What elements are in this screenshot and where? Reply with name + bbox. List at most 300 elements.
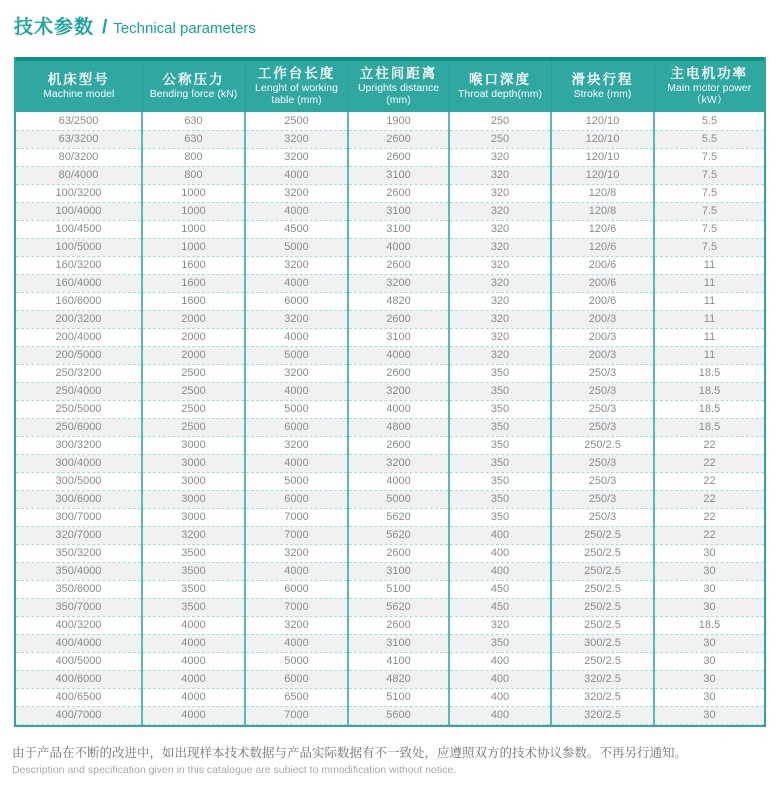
cell-throat-depth: 350 bbox=[449, 364, 551, 382]
table-row bbox=[16, 184, 764, 202]
cell-bending-force: 3200 bbox=[142, 526, 245, 544]
cell-uprights-distance: 3100 bbox=[348, 166, 449, 184]
table-row bbox=[16, 292, 764, 310]
cell-throat-depth: 400 bbox=[449, 652, 551, 670]
cell-throat-depth: 350 bbox=[449, 436, 551, 454]
cell-machine-model: 80/3200 bbox=[16, 148, 142, 166]
cell-bending-force: 1600 bbox=[142, 274, 245, 292]
cell-machine-model: 100/4500 bbox=[16, 220, 142, 238]
cell-bending-force: 4000 bbox=[142, 616, 245, 634]
cell-uprights-distance: 5000 bbox=[348, 490, 449, 508]
col-header-machine-model bbox=[16, 61, 142, 112]
table-row bbox=[16, 598, 764, 616]
cell-stroke: 200/6 bbox=[551, 274, 654, 292]
cell-uprights-distance: 3200 bbox=[348, 454, 449, 472]
table-row bbox=[16, 346, 764, 364]
cell-machine-model: 80/4000 bbox=[16, 166, 142, 184]
cell-stroke: 250/3 bbox=[551, 454, 654, 472]
table-row bbox=[16, 706, 764, 724]
cell-stroke: 250/2.5 bbox=[551, 616, 654, 634]
cell-main-motor-power: 30 bbox=[654, 688, 764, 706]
cell-throat-depth: 320 bbox=[449, 292, 551, 310]
col-header-zh: 公称压力 bbox=[162, 71, 225, 87]
cell-main-motor-power: 30 bbox=[654, 598, 764, 616]
cell-bending-force: 3500 bbox=[142, 580, 245, 598]
cell-working-table-length: 6000 bbox=[245, 580, 348, 598]
cell-uprights-distance: 5620 bbox=[348, 598, 449, 616]
col-header-working-table-length bbox=[245, 61, 348, 112]
cell-bending-force: 3000 bbox=[142, 454, 245, 472]
cell-machine-model: 200/4000 bbox=[16, 328, 142, 346]
cell-bending-force: 4000 bbox=[142, 670, 245, 688]
cell-throat-depth: 350 bbox=[449, 382, 551, 400]
cell-main-motor-power: 7.5 bbox=[654, 238, 764, 256]
cell-working-table-length: 4000 bbox=[245, 454, 348, 472]
col-header-stroke bbox=[551, 61, 654, 112]
cell-working-table-length: 4000 bbox=[245, 202, 348, 220]
cell-throat-depth: 350 bbox=[449, 418, 551, 436]
col-header-uprights-distance bbox=[348, 61, 449, 112]
table-row bbox=[16, 364, 764, 382]
cell-throat-depth: 350 bbox=[449, 508, 551, 526]
cell-machine-model: 200/5000 bbox=[16, 346, 142, 364]
cell-uprights-distance: 5600 bbox=[348, 706, 449, 724]
cell-throat-depth: 250 bbox=[449, 130, 551, 148]
col-header-en: Bending force (kN) bbox=[149, 87, 238, 100]
cell-main-motor-power: 22 bbox=[654, 454, 764, 472]
cell-machine-model: 350/7000 bbox=[16, 598, 142, 616]
page-title-separator: / bbox=[102, 17, 108, 38]
table-row bbox=[16, 112, 764, 130]
cell-machine-model: 350/6000 bbox=[16, 580, 142, 598]
table-row bbox=[16, 220, 764, 238]
table-row bbox=[16, 418, 764, 436]
cell-stroke: 200/6 bbox=[551, 292, 654, 310]
cell-uprights-distance: 2600 bbox=[348, 364, 449, 382]
cell-working-table-length: 5000 bbox=[245, 400, 348, 418]
table-row bbox=[16, 256, 764, 274]
cell-main-motor-power: 18.5 bbox=[654, 400, 764, 418]
cell-bending-force: 2000 bbox=[142, 310, 245, 328]
cell-stroke: 250/2.5 bbox=[551, 526, 654, 544]
cell-bending-force: 630 bbox=[142, 130, 245, 148]
cell-uprights-distance: 4800 bbox=[348, 418, 449, 436]
cell-working-table-length: 7000 bbox=[245, 706, 348, 724]
cell-working-table-length: 4000 bbox=[245, 634, 348, 652]
cell-stroke: 120/8 bbox=[551, 202, 654, 220]
cell-uprights-distance: 2600 bbox=[348, 436, 449, 454]
cell-bending-force: 630 bbox=[142, 112, 245, 130]
table-row bbox=[16, 490, 764, 508]
cell-uprights-distance: 2600 bbox=[348, 148, 449, 166]
cell-uprights-distance: 4000 bbox=[348, 238, 449, 256]
cell-bending-force: 3500 bbox=[142, 562, 245, 580]
cell-throat-depth: 400 bbox=[449, 526, 551, 544]
cell-working-table-length: 2500 bbox=[245, 112, 348, 130]
cell-stroke: 200/6 bbox=[551, 256, 654, 274]
cell-throat-depth: 320 bbox=[449, 238, 551, 256]
cell-throat-depth: 320 bbox=[449, 328, 551, 346]
cell-machine-model: 100/3200 bbox=[16, 184, 142, 202]
cell-bending-force: 3500 bbox=[142, 598, 245, 616]
table-row bbox=[16, 454, 764, 472]
cell-working-table-length: 6500 bbox=[245, 688, 348, 706]
cell-machine-model: 400/5000 bbox=[16, 652, 142, 670]
cell-working-table-length: 5000 bbox=[245, 238, 348, 256]
cell-stroke: 320/2.5 bbox=[551, 688, 654, 706]
table-body bbox=[16, 112, 764, 724]
cell-uprights-distance: 3200 bbox=[348, 274, 449, 292]
table-row bbox=[16, 616, 764, 634]
cell-throat-depth: 320 bbox=[449, 166, 551, 184]
col-header-zh: 主电机功率 bbox=[670, 66, 748, 81]
cell-working-table-length: 5000 bbox=[245, 346, 348, 364]
cell-machine-model: 100/5000 bbox=[16, 238, 142, 256]
cell-stroke: 120/6 bbox=[551, 238, 654, 256]
cell-bending-force: 1600 bbox=[142, 256, 245, 274]
cell-uprights-distance: 4100 bbox=[348, 652, 449, 670]
cell-main-motor-power: 7.5 bbox=[654, 220, 764, 238]
cell-machine-model: 400/7000 bbox=[16, 706, 142, 724]
cell-uprights-distance: 1900 bbox=[348, 112, 449, 130]
col-header-zh: 喉口深度 bbox=[469, 71, 531, 87]
cell-working-table-length: 4000 bbox=[245, 382, 348, 400]
table-row bbox=[16, 580, 764, 598]
cell-throat-depth: 320 bbox=[449, 310, 551, 328]
cell-working-table-length: 5000 bbox=[245, 472, 348, 490]
cell-machine-model: 100/4000 bbox=[16, 202, 142, 220]
cell-stroke: 300/2.5 bbox=[551, 634, 654, 652]
table-row bbox=[16, 634, 764, 652]
cell-machine-model: 160/3200 bbox=[16, 256, 142, 274]
cell-machine-model: 160/4000 bbox=[16, 274, 142, 292]
table-row bbox=[16, 166, 764, 184]
cell-main-motor-power: 30 bbox=[654, 652, 764, 670]
cell-throat-depth: 350 bbox=[449, 634, 551, 652]
cell-machine-model: 200/3200 bbox=[16, 310, 142, 328]
cell-throat-depth: 350 bbox=[449, 472, 551, 490]
cell-bending-force: 3000 bbox=[142, 472, 245, 490]
cell-throat-depth: 400 bbox=[449, 706, 551, 724]
cell-main-motor-power: 7.5 bbox=[654, 184, 764, 202]
cell-bending-force: 1000 bbox=[142, 220, 245, 238]
col-header-en: Throat depth(mm) bbox=[457, 87, 543, 100]
cell-working-table-length: 3200 bbox=[245, 130, 348, 148]
cell-machine-model: 400/3200 bbox=[16, 616, 142, 634]
cell-throat-depth: 320 bbox=[449, 616, 551, 634]
cell-main-motor-power: 11 bbox=[654, 328, 764, 346]
cell-machine-model: 300/3200 bbox=[16, 436, 142, 454]
cell-throat-depth: 350 bbox=[449, 490, 551, 508]
disclaimer bbox=[12, 745, 766, 777]
table-row bbox=[16, 508, 764, 526]
cell-uprights-distance: 3100 bbox=[348, 562, 449, 580]
cell-main-motor-power: 30 bbox=[654, 562, 764, 580]
cell-working-table-length: 3200 bbox=[245, 364, 348, 382]
cell-machine-model: 160/6000 bbox=[16, 292, 142, 310]
col-header-zh: 立柱间距离 bbox=[359, 66, 438, 81]
cell-bending-force: 3000 bbox=[142, 490, 245, 508]
cell-throat-depth: 320 bbox=[449, 274, 551, 292]
table-row bbox=[16, 670, 764, 688]
cell-bending-force: 3000 bbox=[142, 508, 245, 526]
cell-throat-depth: 320 bbox=[449, 184, 551, 202]
page-title-en: Technical parameters bbox=[113, 20, 256, 37]
cell-stroke: 320/2.5 bbox=[551, 670, 654, 688]
cell-throat-depth: 400 bbox=[449, 562, 551, 580]
cell-main-motor-power: 30 bbox=[654, 544, 764, 562]
table-row bbox=[16, 472, 764, 490]
cell-uprights-distance: 3100 bbox=[348, 328, 449, 346]
cell-machine-model: 250/5000 bbox=[16, 400, 142, 418]
cell-bending-force: 1000 bbox=[142, 184, 245, 202]
cell-working-table-length: 3200 bbox=[245, 436, 348, 454]
table-row bbox=[16, 130, 764, 148]
cell-uprights-distance: 3100 bbox=[348, 202, 449, 220]
cell-working-table-length: 7000 bbox=[245, 508, 348, 526]
cell-bending-force: 800 bbox=[142, 166, 245, 184]
cell-machine-model: 63/2500 bbox=[16, 112, 142, 130]
cell-working-table-length: 4000 bbox=[245, 328, 348, 346]
cell-main-motor-power: 7.5 bbox=[654, 148, 764, 166]
cell-bending-force: 2500 bbox=[142, 364, 245, 382]
cell-working-table-length: 3200 bbox=[245, 616, 348, 634]
cell-uprights-distance: 3100 bbox=[348, 634, 449, 652]
col-header-en: Lenght of working table (mm) bbox=[255, 82, 338, 106]
cell-bending-force: 4000 bbox=[142, 634, 245, 652]
cell-uprights-distance: 5620 bbox=[348, 508, 449, 526]
table-row bbox=[16, 688, 764, 706]
table-row bbox=[16, 436, 764, 454]
cell-main-motor-power: 5.5 bbox=[654, 112, 764, 130]
cell-stroke: 250/3 bbox=[551, 508, 654, 526]
cell-main-motor-power: 30 bbox=[654, 670, 764, 688]
col-header-zh: 工作台长度 bbox=[257, 66, 336, 81]
cell-uprights-distance: 2600 bbox=[348, 130, 449, 148]
table-row bbox=[16, 382, 764, 400]
cell-main-motor-power: 30 bbox=[654, 634, 764, 652]
cell-stroke: 250/3 bbox=[551, 490, 654, 508]
cell-stroke: 250/2.5 bbox=[551, 544, 654, 562]
cell-throat-depth: 400 bbox=[449, 544, 551, 562]
cell-stroke: 320/2.5 bbox=[551, 706, 654, 724]
cell-working-table-length: 4000 bbox=[245, 166, 348, 184]
cell-throat-depth: 350 bbox=[449, 400, 551, 418]
cell-bending-force: 2000 bbox=[142, 328, 245, 346]
cell-stroke: 120/10 bbox=[551, 166, 654, 184]
cell-machine-model: 300/5000 bbox=[16, 472, 142, 490]
cell-machine-model: 400/6000 bbox=[16, 670, 142, 688]
cell-stroke: 120/10 bbox=[551, 130, 654, 148]
cell-working-table-length: 6000 bbox=[245, 292, 348, 310]
cell-bending-force: 3000 bbox=[142, 436, 245, 454]
cell-main-motor-power: 18.5 bbox=[654, 364, 764, 382]
cell-stroke: 250/3 bbox=[551, 400, 654, 418]
table-row bbox=[16, 202, 764, 220]
cell-main-motor-power: 11 bbox=[654, 292, 764, 310]
cell-working-table-length: 3200 bbox=[245, 544, 348, 562]
table-row bbox=[16, 328, 764, 346]
cell-working-table-length: 4000 bbox=[245, 274, 348, 292]
cell-working-table-length: 3200 bbox=[245, 184, 348, 202]
cell-machine-model: 400/6500 bbox=[16, 688, 142, 706]
col-header-zh: 滑块行程 bbox=[571, 71, 634, 87]
cell-uprights-distance: 4000 bbox=[348, 400, 449, 418]
cell-main-motor-power: 11 bbox=[654, 310, 764, 328]
cell-main-motor-power: 22 bbox=[654, 508, 764, 526]
cell-main-motor-power: 22 bbox=[654, 472, 764, 490]
cell-machine-model: 63/3200 bbox=[16, 130, 142, 148]
col-header-main-motor-power bbox=[654, 61, 764, 112]
cell-stroke: 250/3 bbox=[551, 418, 654, 436]
cell-bending-force: 4000 bbox=[142, 652, 245, 670]
table-row bbox=[16, 310, 764, 328]
cell-stroke: 120/8 bbox=[551, 184, 654, 202]
cell-uprights-distance: 2600 bbox=[348, 616, 449, 634]
table-row bbox=[16, 148, 764, 166]
cell-stroke: 250/2.5 bbox=[551, 598, 654, 616]
table-row bbox=[16, 562, 764, 580]
cell-stroke: 200/3 bbox=[551, 346, 654, 364]
cell-main-motor-power: 7.5 bbox=[654, 202, 764, 220]
cell-stroke: 120/10 bbox=[551, 112, 654, 130]
cell-uprights-distance: 4000 bbox=[348, 472, 449, 490]
cell-machine-model: 250/6000 bbox=[16, 418, 142, 436]
cell-throat-depth: 320 bbox=[449, 346, 551, 364]
table-row bbox=[16, 400, 764, 418]
cell-stroke: 250/3 bbox=[551, 472, 654, 490]
cell-throat-depth: 400 bbox=[449, 670, 551, 688]
cell-working-table-length: 4000 bbox=[245, 562, 348, 580]
technical-parameters-table bbox=[16, 61, 764, 725]
cell-main-motor-power: 5.5 bbox=[654, 130, 764, 148]
cell-working-table-length: 3200 bbox=[245, 148, 348, 166]
cell-main-motor-power: 22 bbox=[654, 526, 764, 544]
cell-working-table-length: 7000 bbox=[245, 598, 348, 616]
disclaimer-zh: 由于产品在不断的改进中，如出现样本技术数据与产品实际数据有不一致处，应遵照双方的技术协议参数。不再另行通知。 bbox=[12, 745, 688, 760]
cell-bending-force: 1600 bbox=[142, 292, 245, 310]
cell-throat-depth: 320 bbox=[449, 220, 551, 238]
cell-stroke: 120/6 bbox=[551, 220, 654, 238]
cell-working-table-length: 4500 bbox=[245, 220, 348, 238]
cell-uprights-distance: 2600 bbox=[348, 544, 449, 562]
table-row bbox=[16, 238, 764, 256]
cell-stroke: 250/3 bbox=[551, 364, 654, 382]
cell-main-motor-power: 18.5 bbox=[654, 418, 764, 436]
col-header-en: Uprights distance (mm) bbox=[357, 82, 440, 106]
cell-throat-depth: 450 bbox=[449, 580, 551, 598]
cell-machine-model: 250/3200 bbox=[16, 364, 142, 382]
cell-stroke: 200/3 bbox=[551, 328, 654, 346]
cell-machine-model: 320/7000 bbox=[16, 526, 142, 544]
cell-main-motor-power: 30 bbox=[654, 706, 764, 724]
table-row bbox=[16, 274, 764, 292]
cell-bending-force: 2500 bbox=[142, 418, 245, 436]
cell-stroke: 250/2.5 bbox=[551, 652, 654, 670]
cell-throat-depth: 400 bbox=[449, 688, 551, 706]
cell-stroke: 250/3 bbox=[551, 382, 654, 400]
col-header-en: Stroke (mm) bbox=[573, 87, 632, 100]
page-title-zh: 技术参数 bbox=[14, 17, 95, 38]
cell-bending-force: 1000 bbox=[142, 238, 245, 256]
cell-bending-force: 2500 bbox=[142, 400, 245, 418]
cell-machine-model: 300/7000 bbox=[16, 508, 142, 526]
cell-working-table-length: 6000 bbox=[245, 490, 348, 508]
cell-main-motor-power: 30 bbox=[654, 580, 764, 598]
cell-bending-force: 4000 bbox=[142, 706, 245, 724]
cell-working-table-length: 3200 bbox=[245, 256, 348, 274]
cell-throat-depth: 350 bbox=[449, 454, 551, 472]
cell-uprights-distance: 4820 bbox=[348, 670, 449, 688]
table-row bbox=[16, 526, 764, 544]
cell-machine-model: 300/4000 bbox=[16, 454, 142, 472]
cell-bending-force: 3500 bbox=[142, 544, 245, 562]
cell-throat-depth: 250 bbox=[449, 112, 551, 130]
technical-parameters-table-wrap bbox=[14, 57, 766, 727]
cell-stroke: 250/2.5 bbox=[551, 436, 654, 454]
cell-uprights-distance: 2600 bbox=[348, 256, 449, 274]
cell-main-motor-power: 22 bbox=[654, 436, 764, 454]
cell-stroke: 250/2.5 bbox=[551, 580, 654, 598]
cell-machine-model: 300/6000 bbox=[16, 490, 142, 508]
cell-machine-model: 350/3200 bbox=[16, 544, 142, 562]
cell-working-table-length: 6000 bbox=[245, 670, 348, 688]
cell-stroke: 120/10 bbox=[551, 148, 654, 166]
cell-working-table-length: 3200 bbox=[245, 310, 348, 328]
cell-working-table-length: 5000 bbox=[245, 652, 348, 670]
table-row bbox=[16, 544, 764, 562]
cell-main-motor-power: 11 bbox=[654, 274, 764, 292]
col-header-bending-force bbox=[142, 61, 245, 112]
cell-uprights-distance: 5100 bbox=[348, 580, 449, 598]
cell-machine-model: 250/4000 bbox=[16, 382, 142, 400]
table-row bbox=[16, 652, 764, 670]
cell-throat-depth: 320 bbox=[449, 148, 551, 166]
cell-bending-force: 4000 bbox=[142, 688, 245, 706]
cell-bending-force: 800 bbox=[142, 148, 245, 166]
disclaimer-en: Description and specification given in this catalogue are subiect to mmodification without notice. bbox=[12, 763, 457, 776]
cell-stroke: 200/3 bbox=[551, 310, 654, 328]
cell-uprights-distance: 4000 bbox=[348, 346, 449, 364]
cell-main-motor-power: 22 bbox=[654, 490, 764, 508]
cell-bending-force: 1000 bbox=[142, 202, 245, 220]
cell-uprights-distance: 5100 bbox=[348, 688, 449, 706]
cell-throat-depth: 320 bbox=[449, 256, 551, 274]
col-header-zh: 机床型号 bbox=[47, 71, 110, 87]
cell-uprights-distance: 5620 bbox=[348, 526, 449, 544]
col-header-throat-depth bbox=[449, 61, 551, 112]
cell-machine-model: 350/4000 bbox=[16, 562, 142, 580]
cell-throat-depth: 450 bbox=[449, 598, 551, 616]
col-header-en: Machine model bbox=[43, 87, 115, 100]
cell-main-motor-power: 18.5 bbox=[654, 616, 764, 634]
cell-stroke: 250/2.5 bbox=[551, 562, 654, 580]
cell-main-motor-power: 18.5 bbox=[654, 382, 764, 400]
cell-uprights-distance: 3200 bbox=[348, 382, 449, 400]
col-header-en: Main motor power （kW） bbox=[667, 82, 752, 106]
cell-machine-model: 400/4000 bbox=[16, 634, 142, 652]
cell-main-motor-power: 7.5 bbox=[654, 166, 764, 184]
cell-main-motor-power: 11 bbox=[654, 346, 764, 364]
table-header-row bbox=[16, 61, 764, 112]
cell-uprights-distance: 2600 bbox=[348, 184, 449, 202]
cell-working-table-length: 7000 bbox=[245, 526, 348, 544]
cell-throat-depth: 320 bbox=[449, 202, 551, 220]
cell-working-table-length: 6000 bbox=[245, 418, 348, 436]
cell-main-motor-power: 11 bbox=[654, 256, 764, 274]
cell-uprights-distance: 2600 bbox=[348, 310, 449, 328]
cell-bending-force: 2500 bbox=[142, 382, 245, 400]
